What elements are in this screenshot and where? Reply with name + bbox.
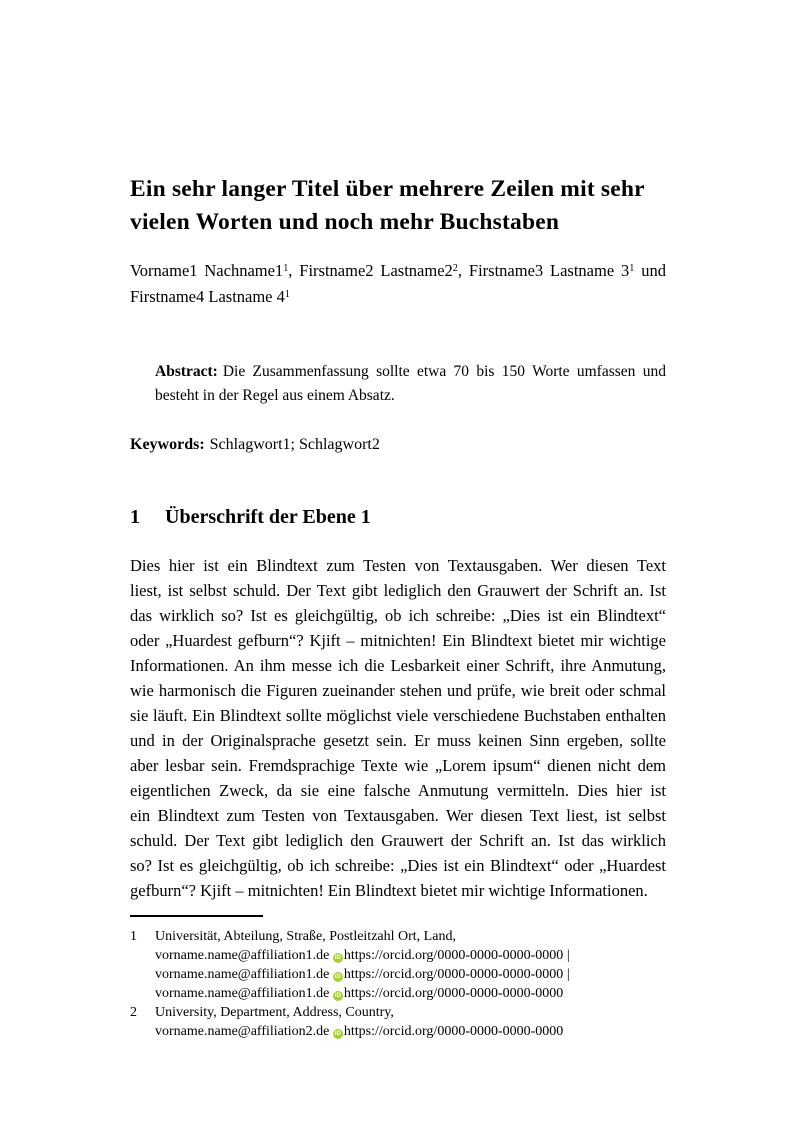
body-paragraph [130, 553, 666, 903]
body-line: ein Blindtext zum Testen von Textausgaben. Wer diesen Text liest, ist selbst [130, 806, 666, 825]
footnote-number: 1 [130, 929, 137, 944]
email-link[interactable]: vorname.name@affiliation1.de [155, 986, 330, 1001]
footnote-line: vorname.name@affiliation1.de iD https://orcid.org/0000-0000-0000-0000 | [155, 967, 570, 982]
footnote-text [155, 927, 670, 1003]
body-line: Dies hier ist ein Blindtext zum Testen von Textausgaben. Wer diesen Text [130, 556, 666, 575]
footnote-marker: 1 [283, 262, 289, 274]
footnote-2 [130, 1003, 670, 1041]
section-number: 1 [130, 506, 140, 528]
orcid-link[interactable]: https://orcid.org/0000-0000-0000-0000 [343, 948, 564, 963]
body-line: das wirklich so? Ist es gleichgültig, ob ich schreibe: „Dies ist ein Blindtext“ [130, 606, 666, 625]
footnote-number: 2 [130, 1005, 137, 1020]
email-link[interactable]: vorname.name@affiliation1.de [155, 948, 330, 963]
paper-title-line-1: Ein sehr langer Titel über mehrere Zeilen mit sehr [130, 176, 645, 202]
footnotes [130, 927, 670, 1041]
body-line: und in der Originalsprache gesetzt sein. Er muss keinen Sinn ergeben, sollte [130, 731, 666, 750]
footnote-line [155, 984, 670, 1003]
body-line: gefburn“? Kjift – mitnichten! Ein Blindtext bietet mir wichtige Informationen. [130, 881, 648, 900]
body-line: wie harmonisch die Figuren zueinander stehen und prüfe, wie breit oder schmal [130, 681, 666, 700]
body-line: aber lesbar sein. Fremdsprachige Texte wie „Lorem ipsum“ dienen nicht dem [130, 756, 666, 775]
abstract-line-1: Abstract: Die Zusammenfassung sollte etwa 70 bis 150 Worte umfassen und [155, 363, 666, 380]
body-line: Informationen. An ihm messe ich die Lesbarkeit einer Schrift, ihre Anmutung, [130, 656, 666, 675]
orcid-link[interactable]: https://orcid.org/0000-0000-0000-0000 [343, 986, 564, 1001]
bold-label: Abstract: [155, 363, 218, 380]
title-block [130, 173, 668, 239]
author-line-2: Firstname4 Lastname $4^1$ [130, 287, 290, 306]
footnote-line: vorname.name@affiliation1.de iD https://orcid.org/0000-0000-0000-0000 | [155, 948, 570, 963]
email-link[interactable]: vorname.name@affiliation2.de [155, 1024, 330, 1039]
body-line: eigentlichen Zweck, da sie eine falsche Anmutung vermitteln. Dies hier ist [130, 781, 666, 800]
section-title: Überschrift der Ebene 1 [165, 506, 371, 528]
body-line: so? Ist es gleichgültig, ob ich schreibe: „Dies ist ein Blindtext“ oder „Huardest [130, 856, 666, 875]
orcid-link[interactable]: https://orcid.org/0000-0000-0000-0000 [343, 1024, 564, 1039]
footnote-line: Universität, Abteilung, Straße, Postleitzahl Ort, Land, [155, 929, 456, 944]
footnote-separator [130, 915, 263, 917]
email-link[interactable]: vorname.name@affiliation1.de [155, 967, 330, 982]
abstract-line-2: besteht in der Regel aus einem Absatz. [155, 387, 395, 404]
paper-title [130, 173, 668, 239]
orcid-link[interactable]: https://orcid.org/0000-0000-0000-0000 [343, 967, 564, 982]
footnote-text [155, 1003, 670, 1041]
section-heading [130, 504, 666, 530]
footnote-marker: 2 [452, 262, 458, 274]
body-line: schuld. Der Text gibt lediglich den Grauwert der Schrift an. Ist das wirklich [130, 831, 666, 850]
bold-label: Keywords: [130, 436, 205, 453]
orcid-icon: iD [334, 1031, 341, 1037]
footnote-line [155, 1022, 670, 1041]
footnote-line: University, Department, Address, Country, [155, 1005, 394, 1020]
body-line: oder „Huardest gefburn“? Kjift – mitnichten! Ein Blindtext bietet mir wichtige [130, 631, 666, 650]
orcid-icon: iD [334, 974, 341, 980]
footnote-marker: 1 [629, 262, 635, 274]
author-list [130, 258, 666, 310]
orcid-icon: iD [334, 955, 341, 961]
footnote-marker: 1 [284, 288, 290, 300]
author-line-1: Vorname1 $Nachname1^1$, Firstname2 $Lastname2^2$, Firstname3 Lastname $3^1$ und [130, 261, 667, 280]
paper-title-line-2: vielen Worten und noch mehr Buchstaben [130, 209, 560, 235]
keywords: Keywords: Schlagwort1; Schlagwort2 [130, 436, 380, 453]
footnote-1 [130, 927, 670, 1003]
body-line: sie läuft. Ein Blindtext sollte möglichst viele verschiedene Buchstaben enthalten [130, 706, 666, 725]
orcid-icon: iD [334, 993, 341, 999]
abstract [155, 360, 666, 408]
body-line: liest, ist selbst schuld. Der Text gibt lediglich den Grauwert der Schrift an. Ist [130, 581, 666, 600]
